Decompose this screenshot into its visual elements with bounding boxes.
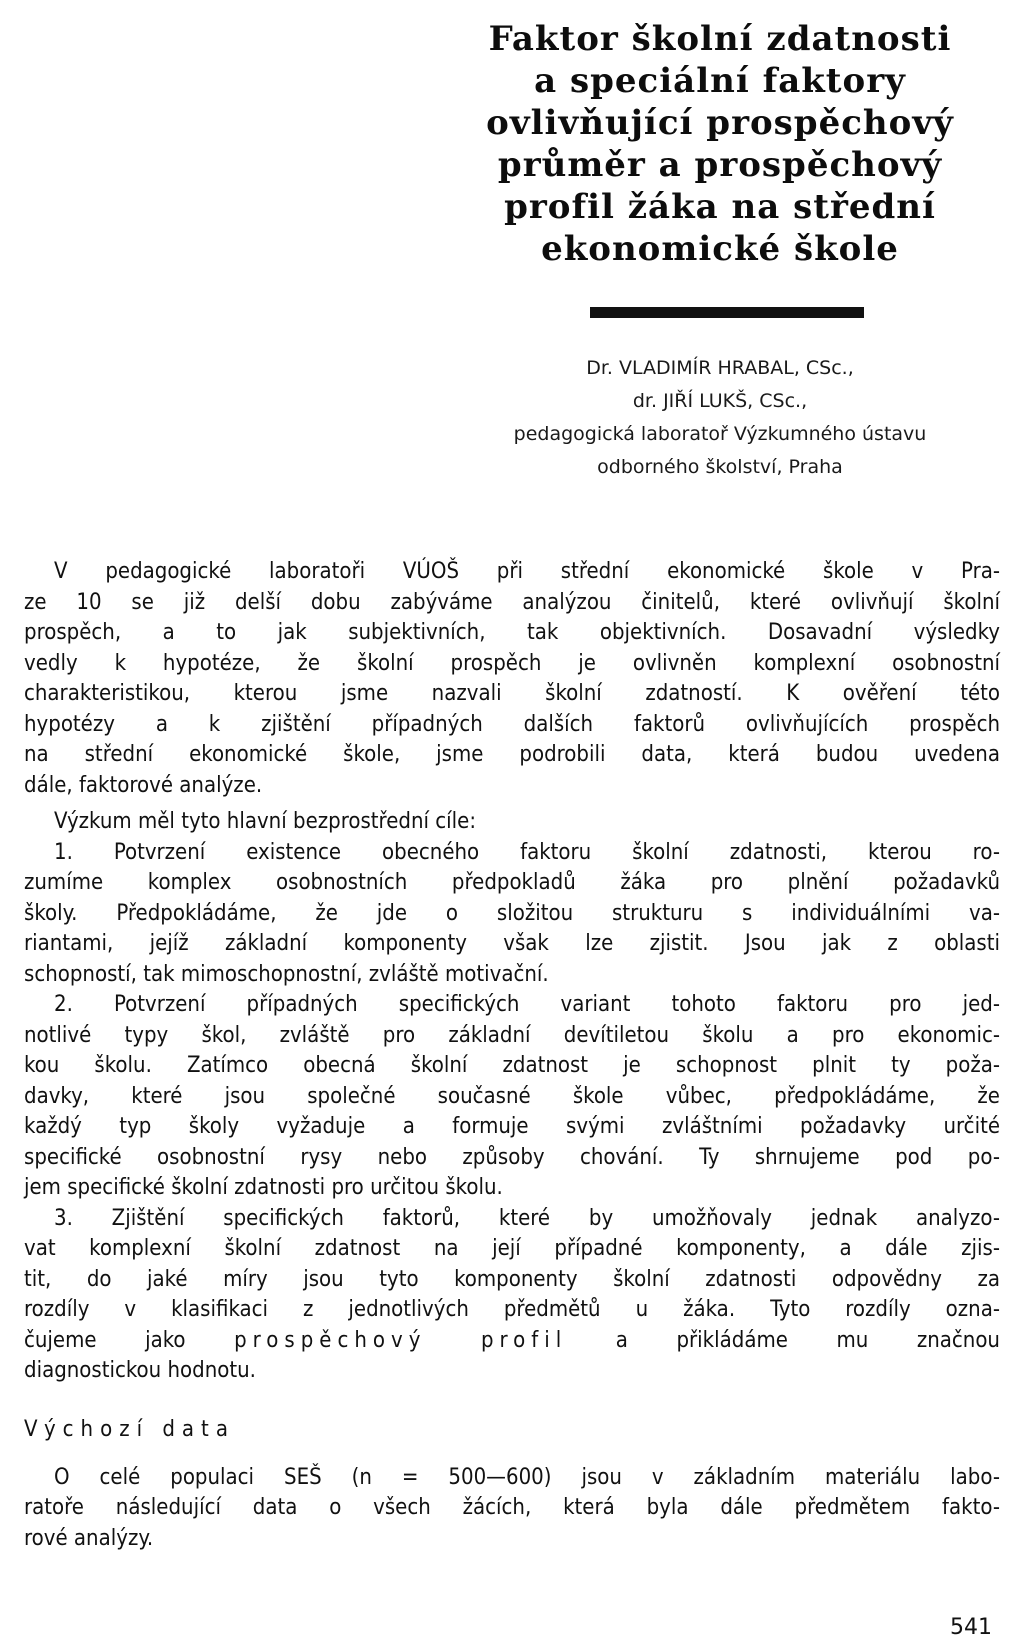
title-line: profil žáka na střední bbox=[504, 187, 936, 227]
author-name: dr. JIŘÍ LUKŠ, CSc., bbox=[632, 390, 808, 412]
affiliation-line: odborného školství, Praha bbox=[597, 456, 843, 478]
text-line: ratoře následující data o všech žácích, která byla dále předmětem fakto- bbox=[24, 1495, 1000, 1520]
text-line: specifické osobnostní rysy nebo způsoby chování. Ty shrnujeme pod po- bbox=[24, 1144, 1000, 1170]
text-line: zumíme komplex osobnostních předpokladů žáka pro plnění požadavků bbox=[24, 870, 1000, 895]
title-line: ovlivňující prospěchový bbox=[486, 103, 954, 143]
text-line: charakteristikou, kterou jsme nazvali školní zdatností. K ověření této bbox=[24, 681, 1000, 706]
text-line: 2. Potvrzení případných specifických variant tohoto faktoru pro jed- bbox=[54, 992, 1000, 1017]
text-line: každý typ školy vyžaduje a formuje svými zvláštními požadavky určité bbox=[24, 1114, 1000, 1139]
text-line: tit, do jaké míry jsou tyto komponenty školní zdatnosti odpovědny za bbox=[24, 1266, 1000, 1292]
title-line: ekonomické škole bbox=[541, 229, 899, 269]
emphasized-term: prospěchový profil bbox=[234, 1327, 568, 1353]
data-paragraph bbox=[24, 1463, 1000, 1555]
intro-paragraph bbox=[24, 557, 1000, 801]
text-line: schopností, tak mimoschopnostní, zvláště motivační. bbox=[24, 961, 549, 987]
text-line: hypotézy a k zjištění případných dalších faktorů ovlivňujících prospěch bbox=[24, 711, 1000, 737]
text-line: Výzkum měl tyto hlavní bezprostřední cíle: bbox=[54, 809, 477, 834]
goal-2-paragraph bbox=[24, 990, 1000, 1204]
text-line: rové analýzy. bbox=[24, 1525, 154, 1551]
goal-3-paragraph bbox=[24, 1204, 1000, 1387]
title-divider bbox=[590, 307, 864, 318]
text-line: diagnostickou hodnotu. bbox=[24, 1358, 256, 1383]
title-line: průměr a prospěchový bbox=[497, 145, 943, 185]
title-line: a speciální faktory bbox=[534, 61, 906, 101]
text-line: prospěch, a to jak subjektivních, tak objektivních. Dosavadní výsledky bbox=[24, 620, 1000, 645]
text-line: notlivé typy škol, zvláště pro základní devítiletou školu a pro ekonomic- bbox=[24, 1022, 1000, 1048]
text-line: V pedagogické laboratoři VÚOŠ při střední ekonomické škole v Pra- bbox=[54, 559, 1000, 584]
goal-1-paragraph bbox=[24, 838, 1000, 991]
text-line: davky, které jsou společné současné škole vůbec, předpokládáme, že bbox=[24, 1083, 1000, 1109]
text-line: ze 10 se již delší dobu zabýváme analýzou činitelů, které ovlivňují školní bbox=[24, 589, 1000, 615]
text-line: na střední ekonomické škole, jsme podrobili data, která budou uvedena bbox=[24, 742, 1000, 767]
section-heading: Výchozí data bbox=[24, 1416, 235, 1442]
text-line: vedly k hypotéze, že školní prospěch je ovlivněn komplexní osobnostní bbox=[24, 650, 1000, 676]
author-name: Dr. VLADIMÍR HRABAL, CSc., bbox=[586, 357, 854, 379]
text-fragment: čujeme jako bbox=[24, 1327, 186, 1353]
text-line: rozdíly v klasifikaci z jednotlivých předmětů u žáka. Tyto rozdíly ozna- bbox=[24, 1297, 1000, 1322]
text-line: kou školu. Zatímco obecná školní zdatnost je schopnost plnit ty poža- bbox=[24, 1053, 1000, 1078]
page-number: 541 bbox=[950, 1615, 992, 1640]
text-line bbox=[24, 1326, 1000, 1357]
text-line: jem specifické školní zdatnosti pro určitou školu. bbox=[24, 1175, 503, 1200]
text-line: riantami, jejíž základní komponenty však lze zjistit. Jsou jak z oblasti bbox=[24, 931, 1000, 956]
text-line: O celé populaci SEŠ (n = 500—600) jsou v základním materiálu labo- bbox=[54, 1464, 1000, 1490]
goals-intro bbox=[24, 807, 1000, 838]
article-title bbox=[470, 18, 970, 270]
affiliation-line: pedagogická laboratoř Výzkumného ústavu bbox=[513, 423, 927, 445]
title-line: Faktor školní zdatnosti bbox=[488, 19, 952, 59]
text-line: vat komplexní školní zdatnost na její případné komponenty, a dále zjis- bbox=[24, 1236, 1000, 1261]
text-line: dále, faktorové analýze. bbox=[24, 772, 263, 798]
text-line: 3. Zjištění specifických faktorů, které by umožňovaly jednak analyzo- bbox=[54, 1205, 1000, 1231]
text-fragment: a přikládáme mu značnou bbox=[615, 1327, 1000, 1353]
article-body bbox=[24, 557, 1000, 1554]
author-affiliation bbox=[470, 352, 970, 484]
text-line: školy. Předpokládáme, že jde o složitou strukturu s individuálními va- bbox=[24, 900, 1000, 926]
text-line: 1. Potvrzení existence obecného faktoru školní zdatnosti, kterou ro- bbox=[54, 839, 1000, 865]
